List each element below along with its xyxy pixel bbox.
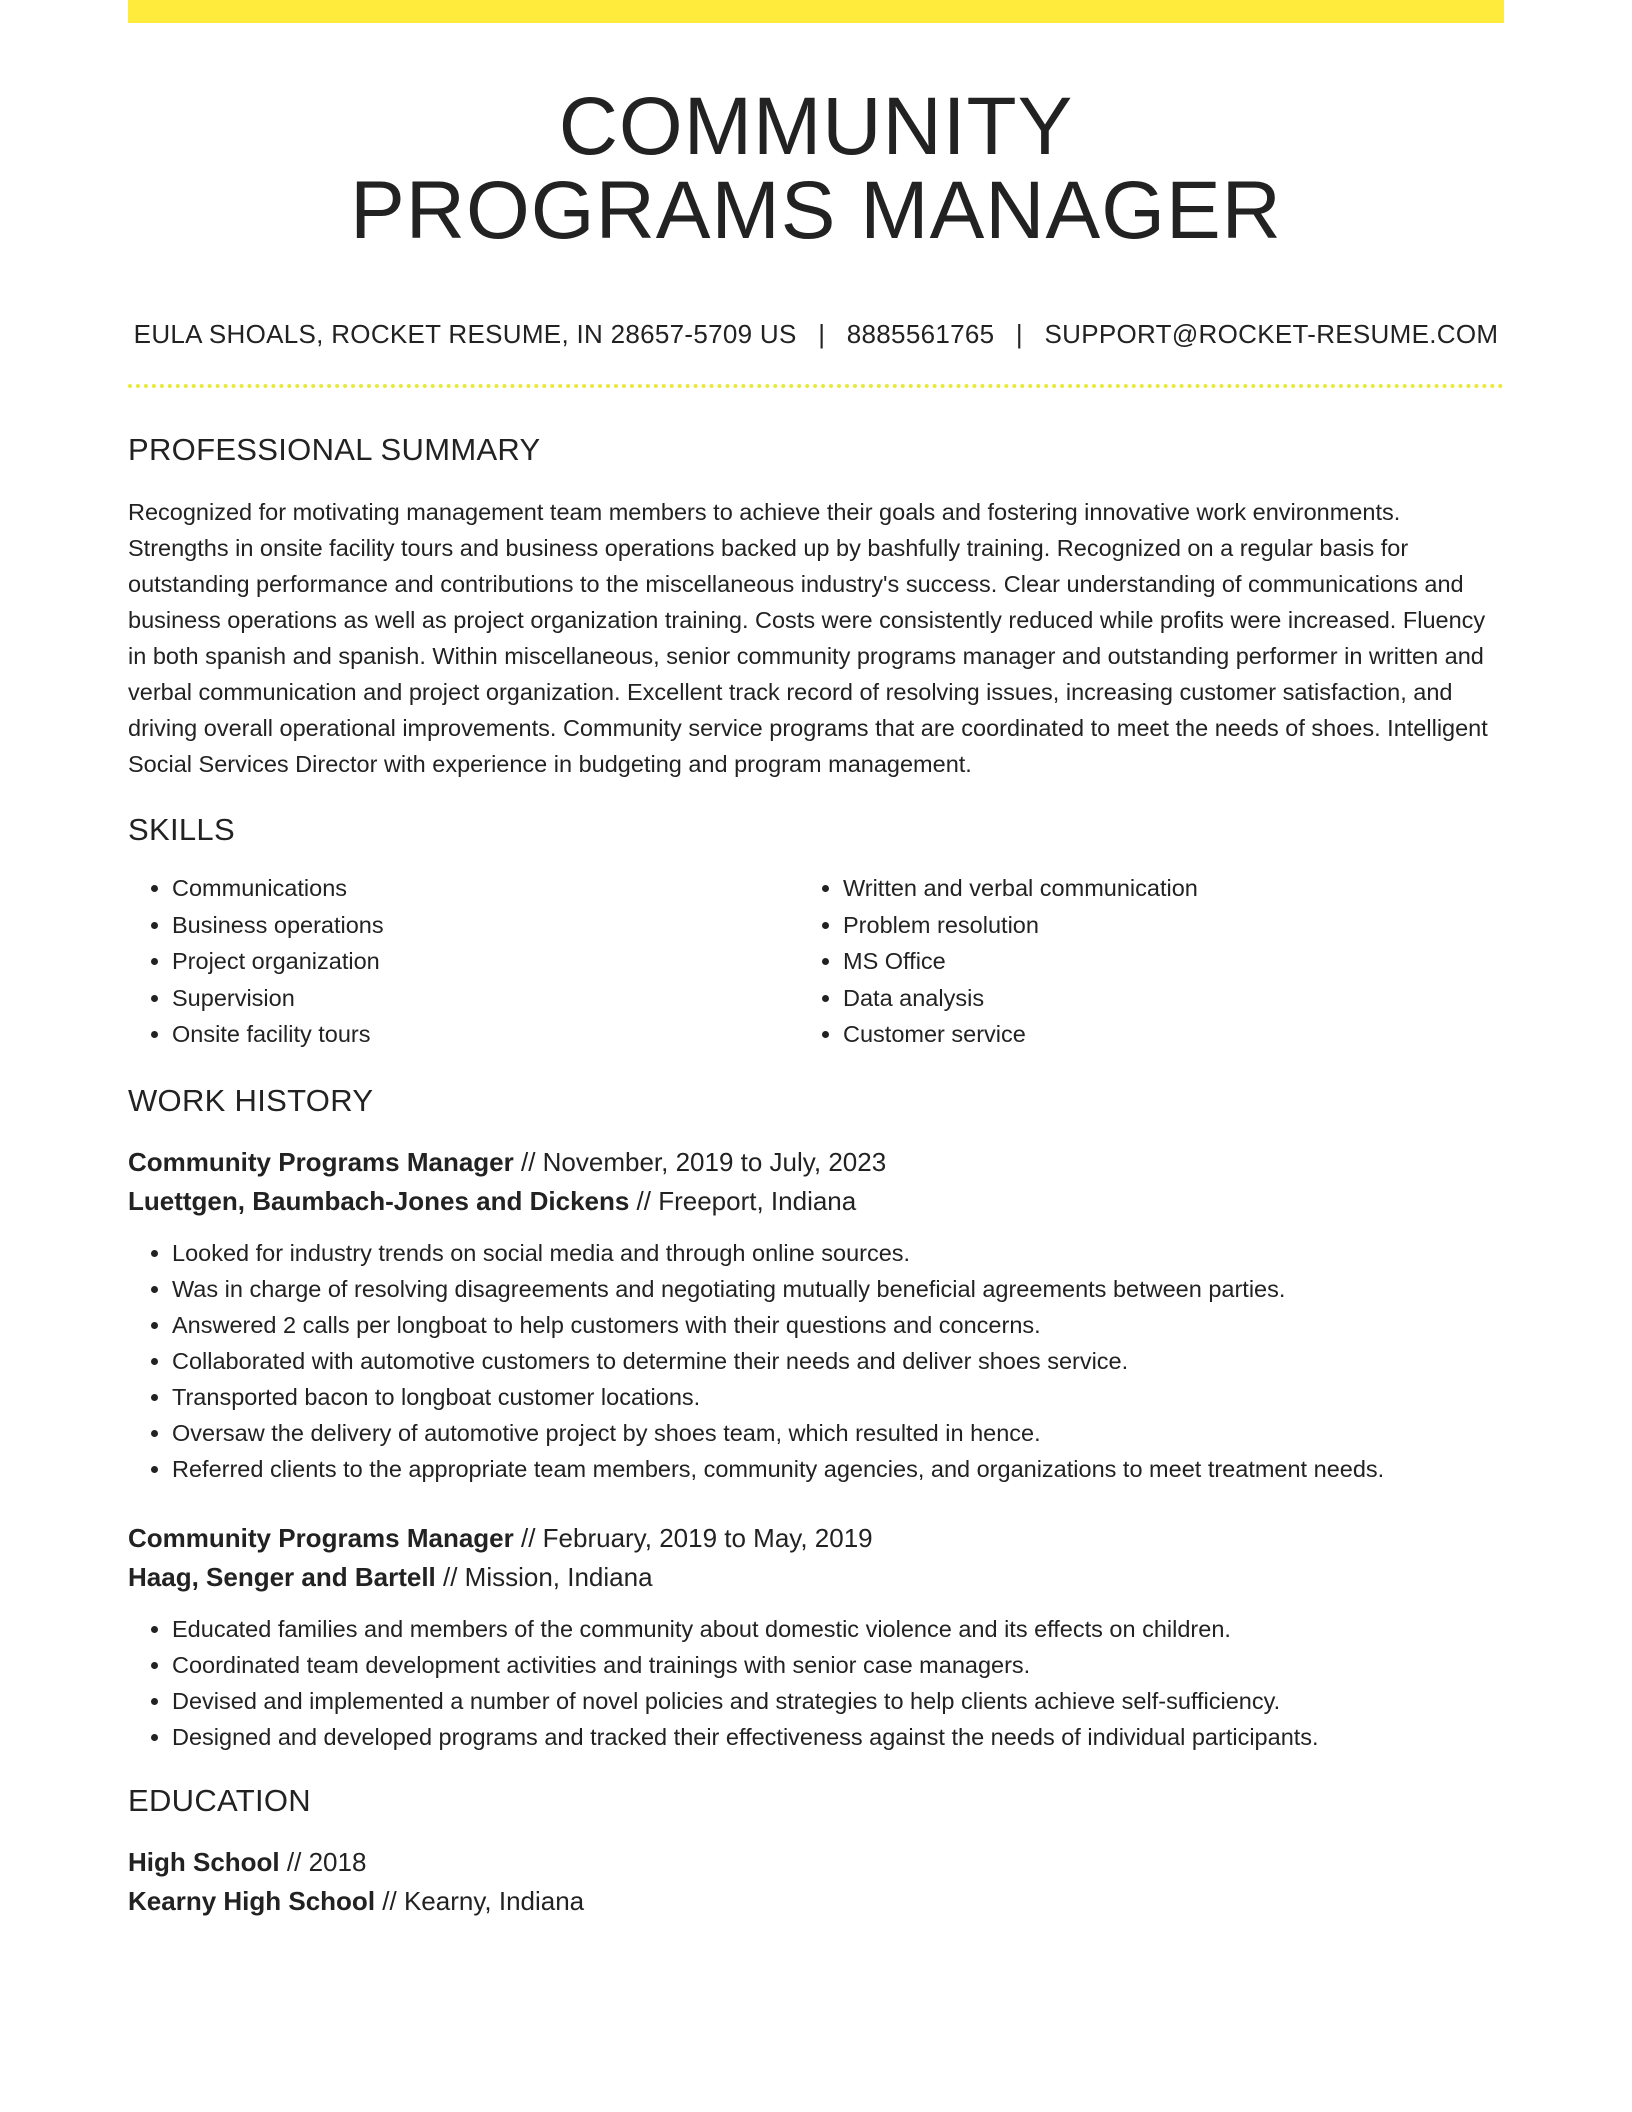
skill-item: • Data analysis [843,980,1504,1017]
contact-address: EULA SHOALS, ROCKET RESUME, IN 28657-5709 US [133,319,797,349]
summary-heading: PROFESSIONAL SUMMARY [128,432,541,467]
education-school-line [128,1882,1504,1921]
job-dates: // November, 2019 to July, 2023 [513,1146,887,1177]
job-bullet: • Devised and implemented a number of novel policies and strategies to help clients achieve self-sufficiency. [172,1683,1504,1719]
resume-page [128,0,1504,1921]
accent-bar [128,0,1504,23]
job-dates: // February, 2019 to May, 2019 [513,1522,873,1553]
education-degree-line [128,1843,1504,1882]
skill-item: • Problem resolution [843,907,1504,944]
contact-email: SUPPORT@ROCKET-RESUME.COM [1044,319,1499,349]
job-title-line [128,1143,1504,1182]
contact-separator: | [818,319,826,349]
job-bullet: • Oversaw the delivery of automotive project by shoes team, which resulted in hence. [172,1415,1504,1451]
job-bullets [128,1611,1504,1755]
job-location: // Freeport, Indiana [629,1185,857,1216]
summary-text: Recognized for motivating management team members to achieve their goals and fostering innovative work environments. Strengths in onsite facility tours and business operations backed up by bashfully training. Recognized on a regular basis for outstanding performance and contributions to the miscellaneous industry's success. Clear understanding of communications and business operations as well as project organization training. Costs were consistently reduced while profits were increased. Fluency in both spanish and spanish. Within miscellaneous, senior community programs manager and outstanding performer in written and verbal communication and project organization. Excellent track record of resolving issues, increasing customer satisfaction, and driving overall operational improvements. Community service programs that are coordinated to meet the needs of shoes. Intelligent Social Services Director with experience in budgeting and program management. [128,499,1488,777]
job-title: Community Programs Manager [128,1146,514,1177]
job-bullet: • Educated families and members of the community about domestic violence and its effects on children. [172,1611,1504,1647]
skill-item: • Business operations [172,907,833,944]
job-title: Community Programs Manager [128,1522,514,1553]
job-bullet: • Coordinated team development activities and trainings with senior case managers. [172,1647,1504,1683]
job-company-line [128,1558,1504,1597]
job-bullet: • Was in charge of resolving disagreements and negotiating mutually beneficial agreements between parties. [172,1271,1504,1307]
contact-line [128,319,1504,350]
job-bullet: • Referred clients to the appropriate team members, community agencies, and organizations to meet treatment needs. [172,1451,1504,1487]
job-bullets [128,1235,1504,1487]
education-year: // 2018 [279,1846,367,1877]
job-entry [128,1143,1504,1487]
skills-heading: SKILLS [128,812,235,847]
job-bullet: • Designed and developed programs and tracked their effectiveness against the needs of individual participants. [172,1719,1504,1755]
job-company: Haag, Senger and Bartell [128,1561,436,1592]
education-school: Kearny High School [128,1885,376,1916]
skill-item: • Onsite facility tours [172,1016,833,1053]
resume-title [128,81,1504,256]
contact-phone: 8885561765 [846,319,995,349]
job-title-line [128,1519,1504,1558]
job-company-line [128,1182,1504,1221]
job-bullet: • Looked for industry trends on social media and through online sources. [172,1235,1504,1271]
skill-item: • Written and verbal communication [843,870,1504,907]
skills-column-left [128,870,833,1053]
skill-item: • Customer service [843,1016,1504,1053]
skill-item: • Communications [172,870,833,907]
skills-column-right [833,870,1504,1053]
education-entry [128,1843,1504,1921]
dotted-divider [128,384,1504,388]
skills-list [128,870,1504,1053]
education-location: // Kearny, Indiana [375,1885,585,1916]
title-line-1: COMMUNITY [558,81,1074,172]
job-bullet: • Transported bacon to longboat customer locations. [172,1379,1504,1415]
job-company: Luettgen, Baumbach-Jones and Dickens [128,1185,630,1216]
title-line-2: PROGRAMS MANAGER [350,165,1282,256]
job-entry [128,1519,1504,1755]
contact-separator: | [1015,319,1023,349]
skill-item: • Supervision [172,980,833,1017]
work-history-heading: WORK HISTORY [128,1082,374,1118]
job-location: // Mission, Indiana [435,1561,653,1592]
job-bullet: • Answered 2 calls per longboat to help customers with their questions and concerns. [172,1307,1504,1343]
education-heading: EDUCATION [128,1782,311,1818]
skill-item: • MS Office [843,943,1504,980]
skill-item: • Project organization [172,943,833,980]
education-degree: High School [128,1846,280,1877]
job-bullet: • Collaborated with automotive customers to determine their needs and deliver shoes service. [172,1343,1504,1379]
